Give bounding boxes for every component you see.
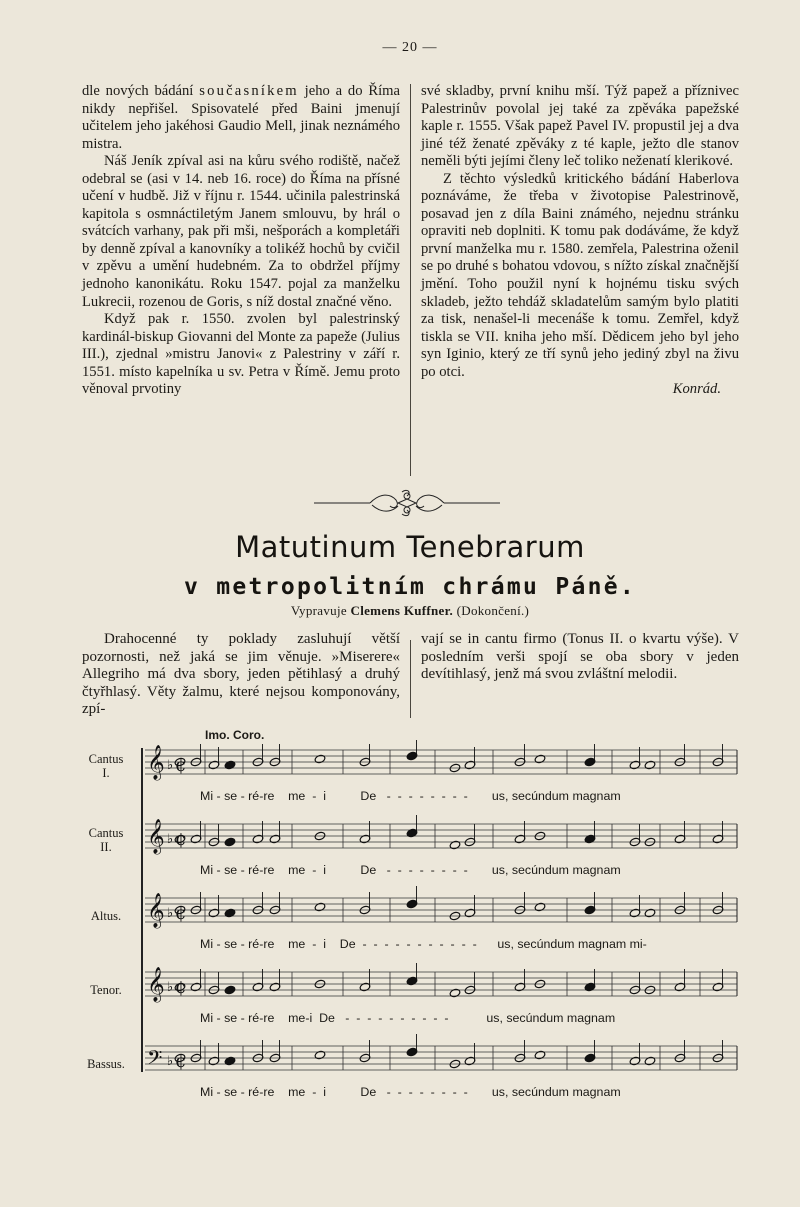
voice-number: II. — [100, 840, 112, 854]
column-divider — [410, 640, 411, 718]
article-subtitle: v metropolitním chrámu Páně. — [183, 574, 637, 600]
bass-clef-icon: 𝄢 — [147, 1046, 163, 1074]
note-head — [224, 760, 236, 770]
paragraph — [82, 83, 400, 153]
common-time-icon: ¢ — [175, 829, 187, 850]
paragraph: své skladby, první knihu mší. Týž papež a příznivec Palestrinův povolal jej také za zpěváka papežské kaple r. 1555. Však papež Pavel IV. propustil jej a dva jiné též ženaté zpěváky z té kaple, ježto dle stanov neměli býti jejími členy leč toliko neženatí klerikové. — [421, 83, 739, 170]
note-head — [449, 840, 461, 850]
ornament-divider — [312, 488, 502, 518]
note-head — [224, 908, 236, 918]
flat-key-signature-icon: ♭ — [167, 1054, 174, 1069]
note-head — [314, 902, 326, 912]
voice-name: Cantus — [88, 752, 124, 766]
common-time-icon: ¢ — [175, 903, 187, 924]
note-head — [224, 1056, 236, 1066]
note-head — [449, 988, 461, 998]
common-time-icon: ¢ — [175, 977, 187, 998]
treble-clef-icon: 𝄞 — [147, 819, 165, 854]
article2-column-right — [421, 631, 739, 684]
column-divider — [410, 84, 411, 476]
note-head — [224, 985, 236, 995]
lyrics-cantus-1: Mi - se - ré-re me - i De - - - - - - - - us, secúndum magnam — [200, 789, 621, 803]
note-head — [314, 754, 326, 764]
text-span: dle nových bádání — [82, 83, 194, 99]
note-head — [644, 1056, 656, 1066]
paragraph: Drahocenné ty poklady zasluhují větší pozornosti, než jaká se jim věnuje. »Miserere« Allegriho má dva sbory, jeden pětihlasý a druhý čtyřhlasý. Věty žalmu, které nejsou komponovány, zpí- — [82, 631, 400, 718]
paragraph: Náš Jeník zpíval asi na kůru svého rodiště, načež odebral se (asi v 14. neb 16. roce) do Říma na přísné učení v hudbě. Již v říjnu r. 1544. učinila palestrinská kapitola s osmnáctiletým Janem smlouvu, by hrál o svátcích varhany, pak při mši, nešporách a kompletáři by denně zpíval a kanovníky a tolikéž hochů by cvičil v zpěvu a umění hudebném. Za to obdržel příjmy jednoho kanonikátu. Roku 1547. pojal za manželku Lukrecii, rozenou de Goris, s níž dostal značné věno. — [82, 153, 400, 310]
note-head — [644, 760, 656, 770]
byline-suffix: (Dokončení.) — [456, 603, 530, 618]
treble-clef-icon: 𝄞 — [147, 745, 165, 780]
flat-key-signature-icon: ♭ — [167, 906, 174, 921]
lyrics-tenor: Mi - se - ré-re me-i De - - - - - - - - - - us, secúndum magnam — [200, 1011, 616, 1025]
lyrics-altus: Mi - se - ré-re me - i De - - - - - - - - - - - us, secúndum magnam mi- — [200, 937, 647, 951]
byline-prefix: Vypravuje — [290, 603, 347, 618]
voice-label-bassus: Bassus. — [87, 1057, 125, 1071]
common-time-icon: ¢ — [175, 755, 187, 776]
emphasis-text: současníkem — [199, 83, 299, 99]
note-head — [314, 1050, 326, 1060]
byline — [0, 603, 800, 619]
voice-label-tenor: Tenor. — [90, 983, 122, 997]
signature: Konrád. — [672, 381, 721, 398]
article1-column-left — [82, 83, 400, 399]
text-span: jeho a do Říma nikdy nepřišel. Spisovatelé před Baini jmenují učitelem jeho jakéhosi Gaudio Mell, jinak neznámého mistra. — [82, 83, 400, 152]
note-head — [534, 754, 546, 764]
voice-name: Cantus — [88, 826, 124, 840]
lyrics-cantus-2: Mi - se - ré-re me - i De - - - - - - - - us, secúndum magnam — [200, 863, 621, 877]
treble-clef-icon: 𝄞 — [147, 967, 165, 1002]
voice-number: I. — [102, 766, 110, 780]
note-head — [534, 1050, 546, 1060]
paragraph: vají se in cantu firmo (Tonus II. o kvartu výše). V posledním verši spojí se oba sbory v jeden devítihlasý, jenž má svou zvláštní melodii. — [421, 631, 739, 683]
voice-label-altus: Altus. — [90, 909, 122, 923]
note-head — [224, 837, 236, 847]
paragraph: Z těchto výsledků kritického bádání Haberlova poznáváme, že třeba v životopise Palestrinově, posavad jen z díla Baini známého, nejednu stránku opraviti neb doplniti. K tomu pak dodáváme, že když první manželka mu r. 1580. zemřela, Palestrina oženil se po druhé s bohatou vdovou, s nížto získal značnější jmění. Toho použil nyní k hojnému tisku svých skladeb, ježto tehdáž skladatelům samým bylo platiti za tisk, nenašel-li mecenáše k tomu. Zemřel, když tiskla se VII. kniha jeho mší. Dědicem jeho byl jeho syn Iginio, který ze tří synů jeho jediný zbyl na živu po otci. — [421, 170, 739, 380]
lyrics-bassus: Mi - se - ré-re me - i De - - - - - - - - us, secúndum magnam — [200, 1085, 621, 1099]
note-head — [644, 908, 656, 918]
common-time-icon: ¢ — [175, 1051, 187, 1072]
article1-column-right — [421, 83, 739, 399]
treble-clef-icon: 𝄞 — [147, 893, 165, 928]
article2-column-left — [82, 631, 400, 719]
paragraph: Když pak r. 1550. zvolen byl palestrinský kardinál-biskup Giovanni del Monte za papeže (Julius III.), zjednal »mistru Janovi« z Palestriny v září r. 1551. místo kapelníka u sv. Petra v Římě. Jemu proto věnoval prvotiny — [82, 311, 400, 398]
note-head — [534, 902, 546, 912]
author-name: Clemens Kuffner. — [350, 603, 454, 618]
flat-key-signature-icon: ♭ — [167, 980, 174, 995]
flat-key-signature-icon: ♭ — [167, 758, 174, 773]
flat-key-signature-icon: ♭ — [167, 832, 174, 847]
score-tempo-marking: Imo. Coro. — [205, 728, 265, 742]
page-number: — 20 — — [382, 40, 438, 55]
article-title: Matutinum Tenebrarum — [235, 530, 585, 564]
